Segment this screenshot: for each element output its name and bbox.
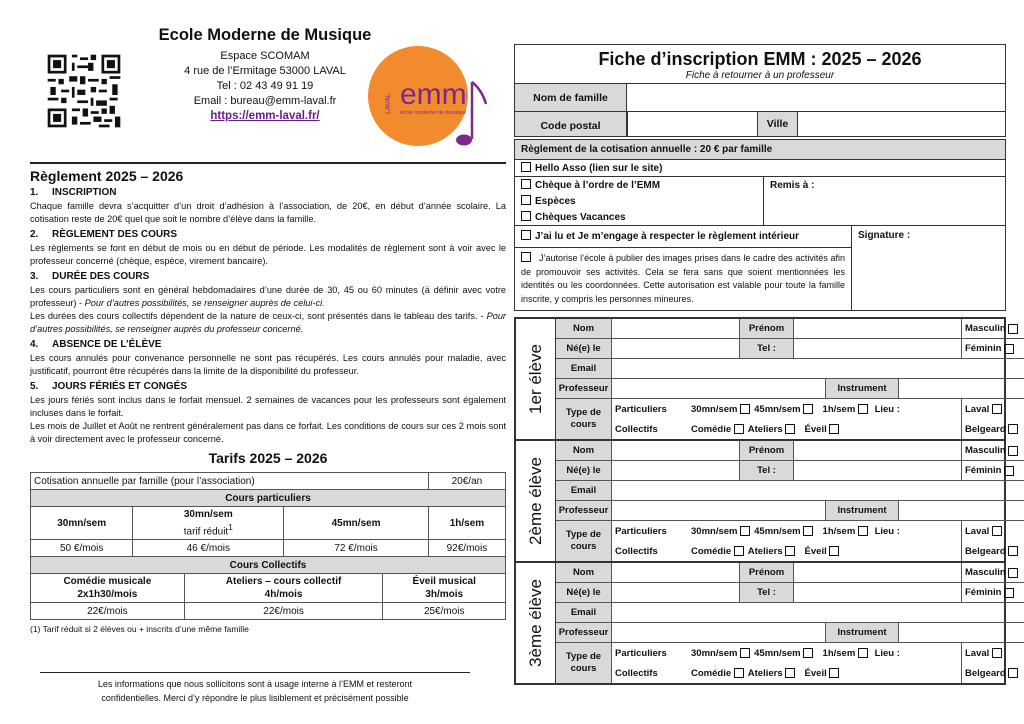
prenom-field[interactable] (794, 563, 962, 583)
school-name: Ecole Moderne de Musique (158, 26, 372, 44)
remis-a-field[interactable]: Remis à : (763, 177, 1005, 225)
tel-field[interactable] (794, 339, 962, 359)
school-place: Espace SCOMAM (220, 50, 310, 62)
student-block-2: 2ème élève Nom Prénom Masculin Né(e) le Tel : Féminin Email Professeur Instrument Type de cours Particuliers 30mn/sem 45mn/sem 1h/sem Lieu : Collectifs Comédie Ateliers Éveil Laval Belgeard (514, 441, 1006, 563)
signature-field[interactable]: Signature : (851, 226, 1005, 310)
duree-45-checkbox[interactable] (803, 648, 813, 658)
naissance-field[interactable] (612, 339, 740, 359)
payment-section: Règlement de la cotisation annuelle : 20 € par famille Hello Asso (lien sur le site) Chèque à l’ordre de l’EMM Espèces Chèques Vacances Remis à : J’ai lu et Je m’engage à respecter le règlement intérieur J’autorise l’école à publier des images prises dans le cadre des activités afin de promouvoir ses activités. Cela se fera sans que soient mentionnées les identités ou les coordonnées. Cette autorisation est valable pour toute la famille inscrite, y compris les personnes mineures. Signature : (514, 139, 1006, 311)
svg-text:emm: emm (400, 78, 467, 111)
duree-30-checkbox[interactable] (740, 648, 750, 658)
email-field[interactable] (612, 481, 1024, 501)
masculin-checkbox[interactable] (1008, 324, 1018, 334)
section-duree-cours: 3. DURÉE DES COURS Les cours particuliers sont en général hebdomadaires d’une durée de 30, 45 ou 60 minutes (à définir avec votre professeur) - Pour d’autres possibilités, se renseigner auprès de celui-ci. Les durées des cours collectifs dépendent de la nature de ceux-ci, sont présentés dans le tableau des tarifs. - Pour d’autres possibilités, se renseigner auprès du professeur concerné. (30, 271, 506, 334)
student-block-1: 1er élève Nom Prénom Masculin Né(e) le Tel : Féminin Email Professeur Instrument Type de cours Particuliers 30mn/sem 45mn/sem 1h/sem Lieu : Collectifs Comédie Ateliers Éveil Laval Belgeard (514, 317, 1006, 441)
duree-30-checkbox[interactable] (740, 526, 750, 536)
masculin-checkbox[interactable] (1008, 568, 1018, 578)
cheque-checkbox[interactable] (521, 179, 531, 189)
belgeard-checkbox[interactable] (1008, 546, 1018, 556)
cotisation-value: 20€/an (428, 473, 505, 490)
section-reglement-cours: 2. RÈGLEMENT DES COURS Les règlements se font en début de mois ou en début de période. Les modalités de règlement sont à voir avec le professeur concerné (chèque, espèce, virement bancaire). (30, 229, 506, 266)
student-label: 3ème élève (525, 579, 545, 667)
eveil-checkbox[interactable] (829, 424, 839, 434)
email-field[interactable] (612, 603, 1024, 623)
school-url-link[interactable]: https://emm-laval.fr/ (210, 110, 320, 122)
email-field[interactable] (612, 359, 1024, 379)
school-email: Email : bureau@emm-laval.fr (193, 95, 337, 107)
duree-45-checkbox[interactable] (803, 526, 813, 536)
feminin-checkbox[interactable] (1004, 466, 1014, 476)
naissance-field[interactable] (612, 461, 740, 481)
header (30, 22, 506, 157)
tel-field[interactable] (794, 583, 962, 603)
tel-field[interactable] (794, 461, 962, 481)
feminin-checkbox[interactable] (1004, 588, 1014, 598)
nom-field[interactable] (612, 563, 740, 583)
comedie-checkbox[interactable] (734, 424, 744, 434)
duree-45-checkbox[interactable] (803, 404, 813, 414)
student-label: 2ème élève (525, 457, 545, 545)
ville-field[interactable] (797, 112, 1005, 136)
section-jours-feries: 5. JOURS FÉRIÉS ET CONGÉS Les jours fériés sont inclus dans le forfait mensuel. 2 semaines de vacances pour les professeurs sont également incluses dans le forfait. Les mois de Juillet et Août ne rentrent généralement pas dans ce forfait. Les conditions de cours sur ces 2 mois sont à voir directement avec le professeur concerné. (30, 381, 506, 444)
section-inscription: 1. INSCRIPTION Chaque famille devra s’acquitter d’un droit d’adhésion à l’association, de 20€, en début d’année scolaire. La cotisation reste de 20€ quel que soit le nombre d’élève dans la famille. (30, 187, 506, 224)
emm-logo-icon (360, 44, 490, 149)
student-block-3: 3ème élève Nom Prénom Masculin Né(e) le Tel : Féminin Email Professeur Instrument Type de cours Particuliers 30mn/sem 45mn/sem 1h/sem Lieu : Collectifs Comédie Ateliers Éveil Laval Belgeard (514, 563, 1006, 685)
belgeard-checkbox[interactable] (1008, 668, 1018, 678)
reglement-title: Règlement 2025 – 2026 (30, 162, 506, 184)
naissance-field[interactable] (612, 583, 740, 603)
right-column (514, 44, 1006, 685)
duree-30-checkbox[interactable] (740, 404, 750, 414)
professeur-field[interactable] (612, 379, 826, 399)
qr-code-icon (45, 52, 123, 130)
professeur-field[interactable] (612, 501, 826, 521)
student-label: 1er élève (525, 344, 545, 414)
school-tel: Tel : 02 43 49 91 19 (216, 80, 314, 92)
fiche-title: Fiche d’inscription EMM : 2025 – 2026 (598, 49, 922, 69)
image-consent-checkbox[interactable] (521, 252, 531, 262)
nom-famille-field[interactable] (627, 84, 1005, 112)
comedie-checkbox[interactable] (734, 546, 744, 556)
masculin-checkbox[interactable] (1008, 446, 1018, 456)
ateliers-checkbox[interactable] (785, 424, 795, 434)
instrument-field[interactable] (899, 623, 1024, 643)
nom-field[interactable] (612, 319, 740, 339)
laval-checkbox[interactable] (992, 404, 1002, 414)
prenom-field[interactable] (794, 319, 962, 339)
svg-text:LAVAL: LAVAL (385, 93, 392, 114)
eveil-checkbox[interactable] (829, 546, 839, 556)
cheques-vacances-checkbox[interactable] (521, 211, 531, 221)
section-absence: 4. ABSENCE DE L’ÉLÈVE Les cours annulés pour convenance personnelle ne sont pas récupérés. Les cours annulés pour maladie, avec justificatif, pourront être récupérés dans la limite de la disponibilité du professeur. (30, 339, 506, 376)
ateliers-checkbox[interactable] (785, 546, 795, 556)
prenom-field[interactable] (794, 441, 962, 461)
particuliers-header: Cours particuliers (31, 490, 506, 507)
comedie-checkbox[interactable] (734, 668, 744, 678)
instrument-field[interactable] (899, 501, 1024, 521)
code-postal-field[interactable] (627, 112, 757, 136)
duree-1h-checkbox[interactable] (858, 526, 868, 536)
laval-checkbox[interactable] (992, 526, 1002, 536)
privacy-note: Les informations que nous sollicitons sont à usage interne à l’EMM et resteront confidentielles. Merci d’y répondre le plus lisiblement et précisément possible (40, 672, 470, 705)
ateliers-checkbox[interactable] (785, 668, 795, 678)
school-address: 4 rue de l’Ermitage 53000 LAVAL (184, 65, 346, 77)
nom-field[interactable] (612, 441, 740, 461)
tarif-footnote: (1) Tarif réduit si 2 élèves ou + inscrits d’une même famille (30, 624, 249, 635)
laval-checkbox[interactable] (992, 648, 1002, 658)
reglement-accept-checkbox[interactable] (521, 230, 531, 240)
feminin-checkbox[interactable] (1004, 344, 1014, 354)
family-identity: Nom de famille Code postal Ville (515, 83, 1005, 136)
tarifs-title: Tarifs 2025 – 2026 (208, 450, 328, 466)
tarifs-table: Cotisation annuelle par famille (pour l’association) 20€/an Cours particuliers 30mn/sem 30mn/sem tarif réduit$^1$ 45mn/sem 1h/sem 50 €/mois 46 €/mois 72 €/mois 92€/mois Cours Collectifs Comédie musicale 2x1h30/mois Ateliers – cours collectif 4h/mois Éveil musical 3h/mois 22€/mois 22€/mois 25€/mois (30, 472, 506, 620)
duree-1h-checkbox[interactable] (858, 648, 868, 658)
instrument-field[interactable] (899, 379, 1024, 399)
left-column (30, 22, 506, 634)
fiche-subtitle: Fiche à retourner à un professeur (685, 70, 835, 81)
especes-checkbox[interactable] (521, 195, 531, 205)
hello-asso-checkbox[interactable] (521, 162, 531, 172)
professeur-field[interactable] (612, 623, 826, 643)
collectifs-header: Cours Collectifs (31, 557, 506, 574)
belgeard-checkbox[interactable] (1008, 424, 1018, 434)
cotisation-label: Cotisation annuelle par famille (pour l’association) (31, 473, 429, 490)
fiche-header (514, 44, 1006, 137)
payment-header: Règlement de la cotisation annuelle : 20 € par famille (515, 140, 1005, 160)
duree-1h-checkbox[interactable] (858, 404, 868, 414)
svg-text:école moderne de musique: école moderne de musique (400, 110, 467, 116)
eveil-checkbox[interactable] (829, 668, 839, 678)
